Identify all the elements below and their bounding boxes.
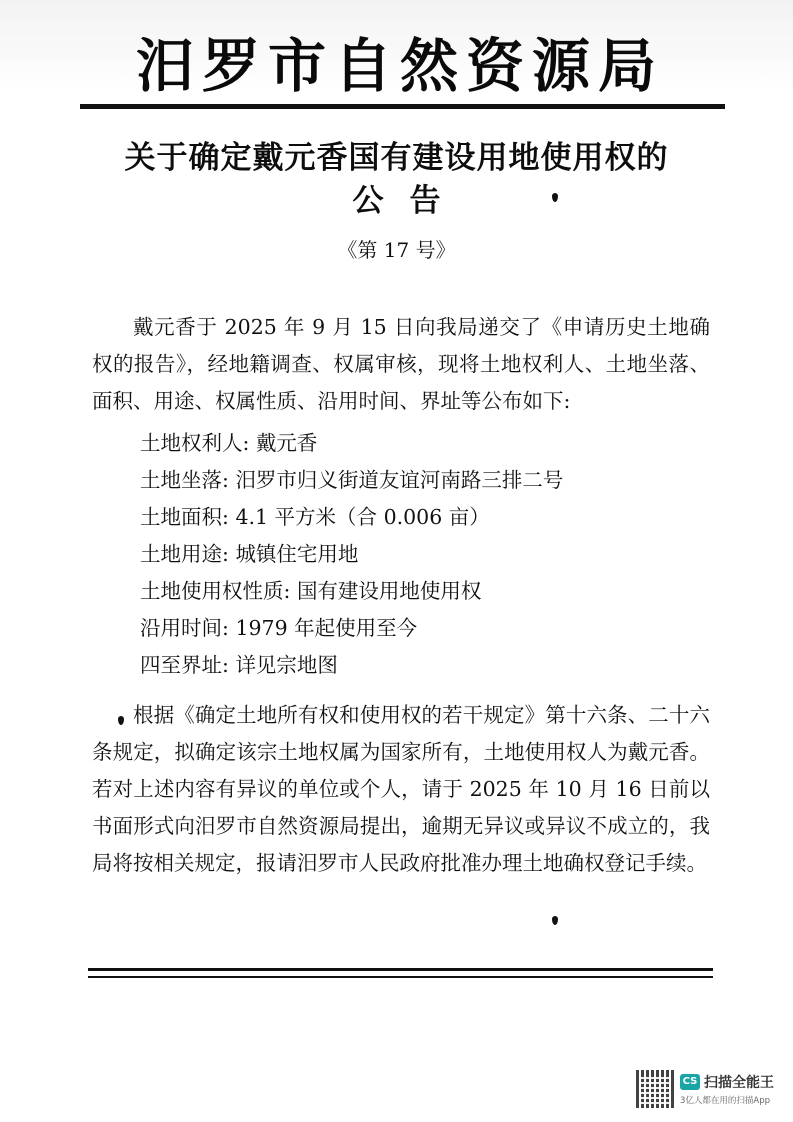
field-label: 沿用时间 [140,616,222,640]
ruling-paragraph-text: 根据《确定土地所有权和使用权的若干规定》第十六条、二十六条规定，拟确定该宗土地权属为国家所有，土地使用权人为戴元香。若对上述内容有异议的单位或个人，请于 2025 年 10 月 16 日前以书面形式向汨罗市自然资源局提出，逾期无异议或异议不成立的，我局将按相关规定，报请汨罗市人民政府批准办理土地确权登记手续。 [92,703,710,875]
intro-paragraph-text: 戴元香于 2025 年 9 月 15 日向我局递交了《申请历史土地确权的报告》，经地籍调查、权属审核，现将土地权利人、土地坐落、面积、用途、权属性质、沿用时间、界址等公布如下: [92,315,710,413]
ruling-paragraph [92,697,710,882]
field-value: 国有建设用地使用权 [296,579,482,603]
camscanner-logo-icon: CS [680,1074,700,1090]
header-rule-thick [80,104,725,109]
field-right-nature [140,573,563,610]
field-separator: : [222,616,236,640]
field-value: 城镇住宅用地 [235,542,359,566]
scan-mark [552,916,558,925]
field-separator: : [222,542,236,566]
watermark-app-name: 扫描全能王 [704,1075,774,1091]
field-label: 土地使用权性质 [140,579,284,603]
land-info-list [140,425,563,684]
field-land-area [140,499,563,536]
field-separator: : [222,468,236,492]
field-separator: : [222,505,236,529]
field-land-use [140,536,563,573]
scanner-watermark [636,1068,786,1112]
field-land-location [140,462,563,499]
field-label: 四至界址 [140,653,222,677]
organization-header: 汨罗市自然资源局 [135,32,664,100]
field-separator: : [242,431,256,455]
field-value: 详见宗地图 [235,653,338,677]
field-value: 4.1 平方米（合 0.006 亩） [235,505,490,529]
field-separator: : [222,653,236,677]
footer-rule-thin [88,976,713,978]
watermark-tagline: 3亿人都在用的扫描App [680,1096,771,1106]
intro-paragraph [92,309,710,420]
field-label: 土地面积 [140,505,222,529]
field-label: 土地坐落 [140,468,222,492]
field-value: 戴元香 [255,431,318,455]
field-label: 土地用途 [140,542,222,566]
field-boundaries [140,647,563,684]
field-land-owner [140,425,563,462]
field-label: 土地权利人 [140,431,243,455]
field-usage-period [140,610,563,647]
notice-title-line1: 关于确定戴元香国有建设用地使用权的 [124,140,669,176]
notice-title-line2: 公告 [352,183,467,219]
footer-rule-thick [88,968,713,971]
field-value: 1979 年起使用至今 [235,616,418,640]
field-value: 汨罗市归义街道友谊河南路三排二号 [235,468,564,492]
qr-code-icon [636,1070,674,1108]
document-number: 《第 17 号》 [337,238,456,262]
field-separator: : [283,579,297,603]
